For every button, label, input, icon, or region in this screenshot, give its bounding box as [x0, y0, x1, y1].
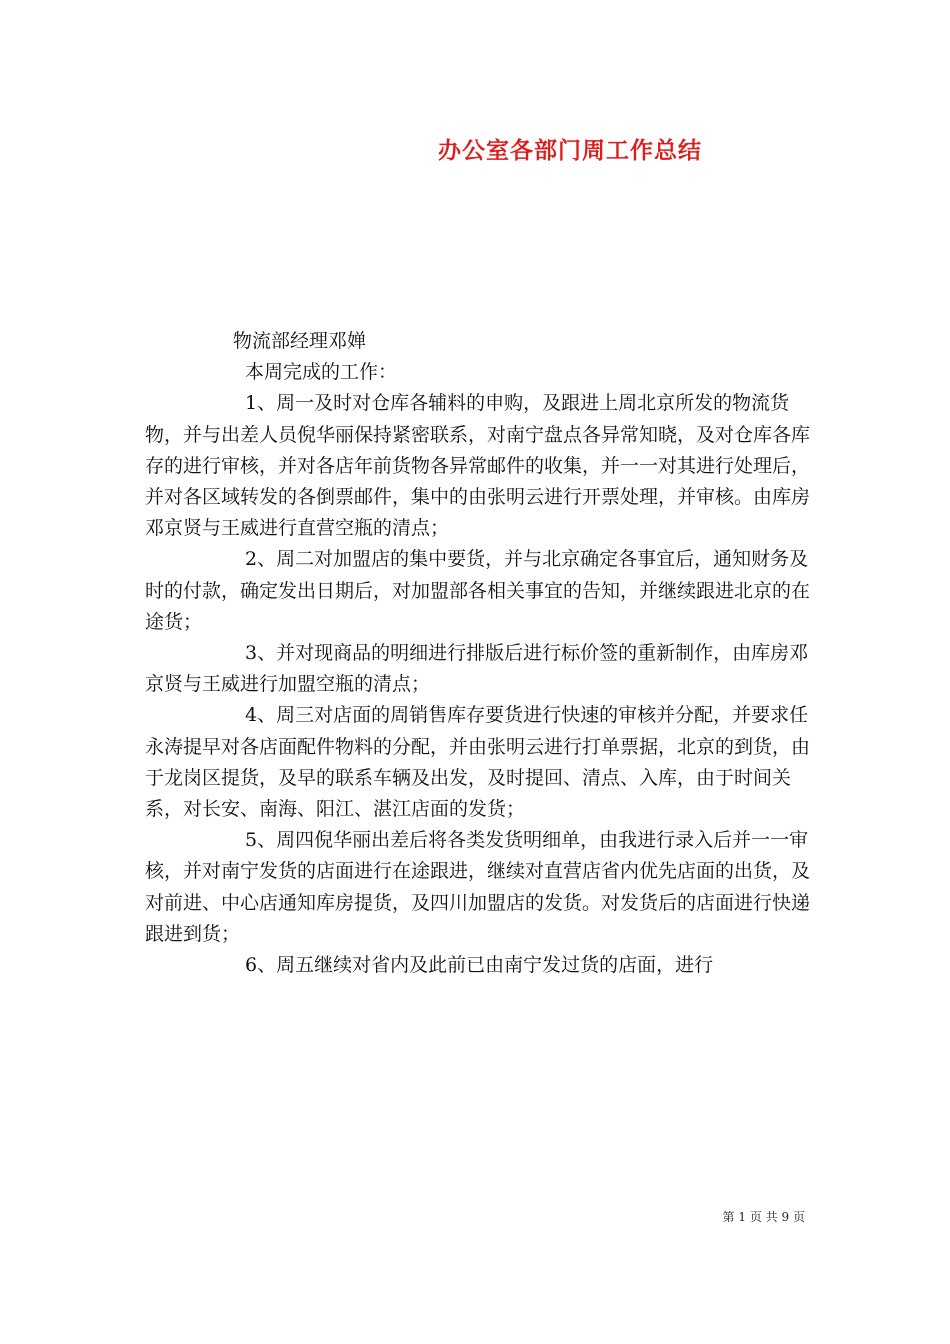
footer-suffix: 页 [792, 1210, 805, 1224]
work-item-4: 4、周三对店面的周销售库存要货进行快速的审核并分配，并要求任永涛提早对各店面配件物料的分配，并由张明云进行打单票据，北京的到货，由于龙岗区提货，及早的联系车辆及出发，及时提回、清点、入库，由于时间关系，对长安、南海、阳江、湛江店面的发货； [145, 704, 811, 821]
document-title: 办公室各部门周工作总结 [438, 137, 702, 164]
work-item-1: 1、周一及时对仓库各辅料的申购，及跟进上周北京所发的物流货物，并与出差人员倪华丽保持紧密联系，对南宁盘点各异常知晓，及对仓库各库存的进行审核，并对各店年前货物各异常邮件的收集，并一一对其进行处理后，并对各区域转发的各倒票邮件，集中的由张明云进行开票处理，并审核。由库房邓京贤与王威进行直营空瓶的清点； [145, 392, 811, 540]
page-footer [723, 1208, 805, 1225]
work-item-5: 5、周四倪华丽出差后将各类发货明细单，由我进行录入后并一一审核，并对南宁发货的店面进行在途跟进，继续对直营店省内优先店面的出货，及对前进、中心店通知库房提货，及四川加盟店的发货。对发货后的店面进行快递跟进到货； [145, 829, 811, 945]
section-label: 本周完成的工作： [245, 361, 398, 384]
footer-middle: 页 共 [749, 1210, 778, 1224]
author-line: 物流部经理邓婵 [233, 330, 367, 352]
work-item-2: 2、周二对加盟店的集中要货，并与北京确定各事宜后，通知财务及时的付款，确定发出日期后，对加盟部各相关事宜的告知，并继续跟进北京的在途货； [145, 548, 811, 633]
work-item-6: 6、周五继续对省内及此前已由南宁发过货的店面，进行 [245, 954, 714, 977]
footer-total-pages: 9 [781, 1210, 790, 1224]
footer-prefix: 第 [722, 1210, 735, 1224]
footer-current-page: 1 [738, 1210, 747, 1224]
work-item-3: 3、并对现商品的明细进行排版后进行标价签的重新制作，由库房邓京贤与王威进行加盟空瓶的清点； [145, 642, 809, 696]
document-body [145, 326, 815, 981]
